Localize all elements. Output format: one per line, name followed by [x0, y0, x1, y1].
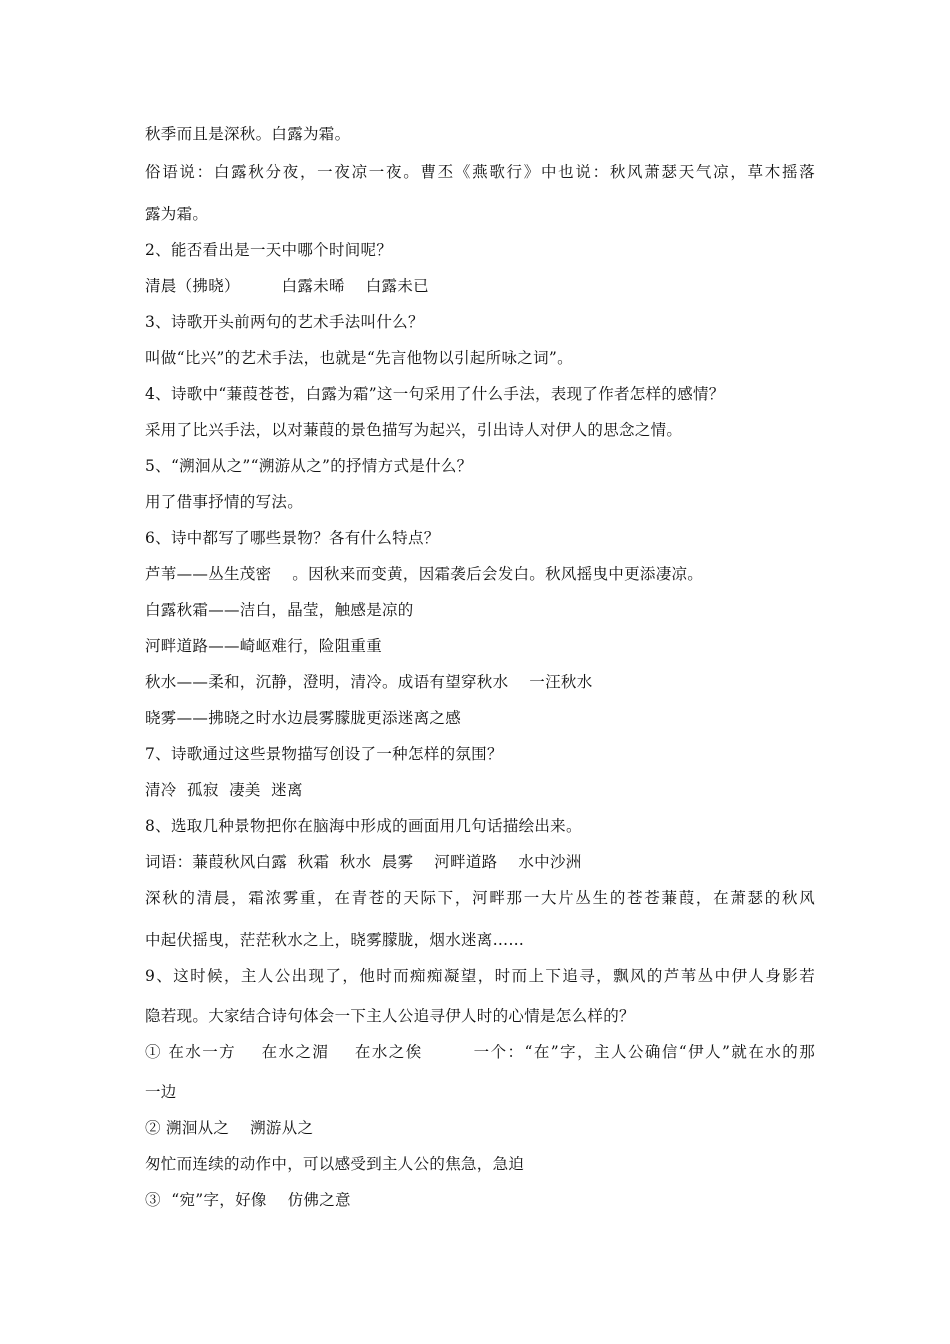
- text-line: 隐若现。大家结合诗句体会一下主人公追寻伊人时的心情是怎么样的？: [145, 1007, 635, 1025]
- text-line: 白露秋霜——洁白，晶莹，触感是凉的: [145, 601, 414, 619]
- text-line: 4、诗歌中“蒹葭苍苍，白露为霜”这一句采用了什么手法，表现了作者怎样的感情？: [145, 385, 725, 403]
- text-line: 采用了比兴手法，以对蒹葭的景色描写为起兴，引出诗人对伊人的思念之情。: [145, 421, 683, 439]
- text-line: 露为霜。: [145, 205, 209, 223]
- text-line: ③ “宛”字，好像 仿佛之意: [145, 1191, 351, 1209]
- text-line: 晓雾——拂晓之时水边晨雾朦胧更添迷离之感: [145, 709, 462, 727]
- text-line: 河畔道路——崎岖难行，险阻重重: [145, 637, 383, 655]
- text-line: 3、诗歌开头前两句的艺术手法叫什么？: [145, 313, 424, 331]
- text-line: 一边: [145, 1083, 177, 1101]
- text-line: 芦苇——丛生茂密 。因秋来而变黄，因霜袭后会发白。秋风摇曳中更添凄凉。: [145, 565, 704, 583]
- text-line: 清冷 孤寂 凄美 迷离: [145, 781, 303, 799]
- text-line: 8、选取几种景物把你在脑海中形成的画面用几句话描绘出来。: [145, 817, 582, 835]
- text-line: 7、诗歌通过这些景物描写创设了一种怎样的氛围？: [145, 745, 503, 763]
- text-line: 清晨（拂晓） 白露未晞 白露未已: [145, 277, 429, 295]
- text-line: 6、诗中都写了哪些景物？各有什么特点？: [145, 529, 440, 547]
- text-line: 2、能否看出是一天中哪个时间呢？: [145, 241, 393, 259]
- text-line: 匆忙而连续的动作中，可以感受到主人公的焦急，急迫: [145, 1155, 525, 1173]
- text-line: 9、这时候，主人公出现了，他时而痴痴凝望，时而上下追寻，飘风的芦苇丛中伊人身影若: [145, 967, 815, 985]
- text-line: 深秋的清晨，霜浓雾重，在青苍的天际下，河畔那一大片丛生的苍苍蒹葭，在萧瑟的秋风: [145, 889, 815, 907]
- text-line: 俗语说：白露秋分夜，一夜凉一夜。曹丕《燕歌行》中也说：秋风萧瑟天气凉，草木摇落: [145, 163, 815, 181]
- text-line: ② 溯洄从之 溯游从之: [145, 1119, 314, 1137]
- text-line: 用了借事抒情的写法。: [145, 493, 304, 511]
- text-line: 秋水——柔和，沉静，澄明，清冷。成语有望穿秋水 一汪秋水: [145, 673, 593, 691]
- text-line: 词语：蒹葭秋风白露 秋霜 秋水 晨雾 河畔道路 水中沙洲: [145, 853, 582, 871]
- text-line: ① 在水一方 在水之湄 在水之俟 一个：“在”字，主人公确信“伊人”就在水的那: [145, 1043, 815, 1061]
- text-line: 秋季而且是深秋。白露为霜。: [145, 125, 351, 143]
- text-line: 中起伏摇曳，茫茫秋水之上，晓雾朦胧，烟水迷离……: [145, 931, 525, 949]
- text-line: 5、“溯洄从之”“溯游从之”的抒情方式是什么？: [145, 457, 473, 475]
- text-line: 叫做“比兴”的艺术手法，也就是“先言他物以引起所咏之词”。: [145, 349, 573, 367]
